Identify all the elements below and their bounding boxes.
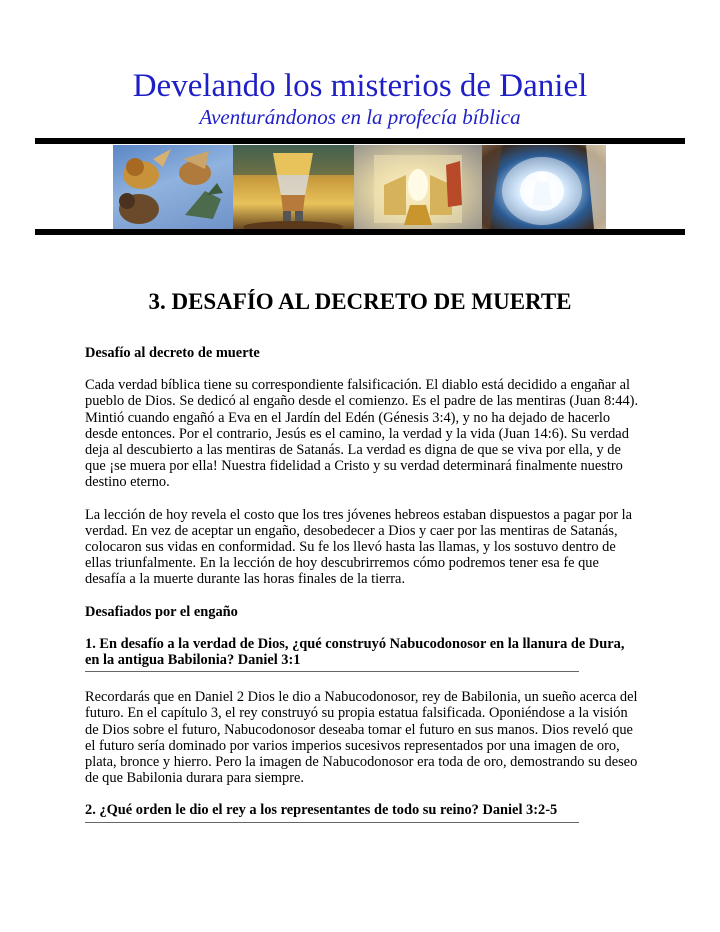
section-title-deception: Desafiados por el engaño (85, 603, 238, 620)
banner-bottom-rule (35, 229, 685, 235)
statue-panel-image (233, 145, 354, 229)
paragraph-statue: Recordarás que en Daniel 2 Dios le dio a Nabucodonosor, rey de Babilonia, un sueño acerca del futuro. En el capítulo 3, el rey construyó su propia estatua falsificada. Oponiéndose a la visión de Dios sobre el futuro, Nabucodonosor deseaba tomar el futuro en sus manos. Dios reveló que el futuro sería dominado por varios imperios sucesivos representados por una imagen de oro, plata, bronce y hierro. Pero la imagen de Nabucodonosor era toda de oro, demostrando su deseo de que Babilonia durara para siempre. (85, 689, 638, 787)
statue-illustration (233, 145, 354, 229)
banner-image (113, 145, 606, 229)
lesson-body (85, 345, 640, 840)
lesson-heading: 3. DESAFÍO AL DECRETO DE MUERTE (148, 289, 572, 314)
sanctuary-panel-image (354, 145, 482, 229)
question-1: 1. En desafío a la verdad de Dios, ¿qué construyó Nabucodonosor en la llanura de Dura, en la antigua Babilonia? Daniel 3:1 (85, 635, 625, 669)
sanctuary-illustration (354, 145, 482, 229)
banner-top-rule (35, 138, 685, 144)
paragraph-intro: Cada verdad bíblica tiene su correspondiente falsificación. El diablo está decidido a engañar al pueblo de Dios. Se dedicó al engaño desde el comienzo. Es el padre de las mentiras (Juan 8:44). Mintió cuando engañó a Eva en el Jardín del Edén (Génesis 3:4), y no ha dejado de hacerlo desde entonces. Por el contrario, Jesús es el camino, la verdad y la vida (Juan 14:6). Su verdad deja al descubierto a las mentiras de Satanás. La verdad es digna de que se viva por ella, y de que ¡se muera por ella! Nuestra fidelidad a Cristo y su verdad determinará finalmente nuestro destino eterno. (85, 377, 639, 491)
second-coming-panel-image (482, 145, 606, 229)
beasts-panel-image (113, 145, 233, 229)
beasts-illustration (113, 145, 233, 229)
answer-line-2[interactable] (85, 822, 579, 823)
document-subtitle: Aventurándonos en la profecía bíblica (199, 105, 521, 129)
question-2: 2. ¿Qué orden le dio el rey a los representantes de todo su reino? Daniel 3:2-5 (85, 802, 558, 819)
answer-line-1[interactable] (85, 671, 579, 672)
document-title: Develando los misterios de Daniel (132, 68, 588, 104)
paragraph-lesson-overview: La lección de hoy revela el costo que los tres jóvenes hebreos estaban dispuestos a pagar por la verdad. En vez de aceptar un engaño, desobedecer a Dios y caer por las mentiras de Satanás, colocaron sus vidas en conformidad. Su fe los llevó hasta las llamas, y los sostuvo dentro de ellas triunfalmente. En la lección de hoy descubrirremos cómo podremos tener esa fe que desafía a la muerte durante las horas finales de la tierra. (85, 506, 633, 588)
section-title-death-decree: Desafío al decreto de muerte (85, 345, 260, 361)
second-coming-illustration (482, 145, 606, 229)
